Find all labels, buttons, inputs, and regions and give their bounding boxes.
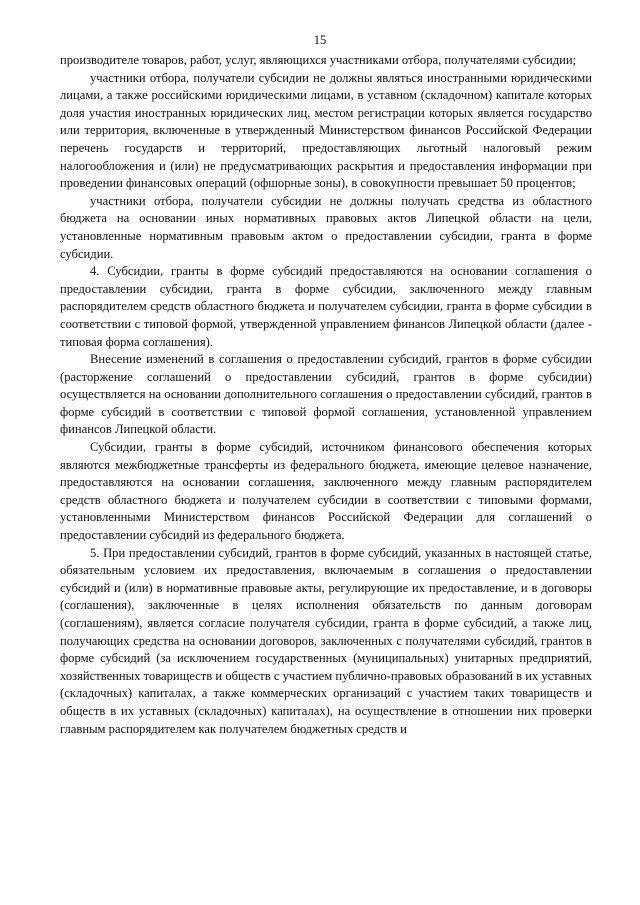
paragraph-other-acts: участники отбора, получатели субсидии не должны получать средства из областного бюджета на основании иных нормативных правовых актов Липецкой области на цели, установленные нормативным правовым актом о предоставлении субсидии, гранта в форме субсидии. [60,193,592,261]
paragraph-foreign-entities: участники отбора, получатели субсидии не должны являться иностранными юридическими лицами, а также российскими юридическими лицами, в уставном (складочном) капитале которых доля участия иностранных юридических лиц, местом регистрации которых является государство или территория, включенные в утвержденный Министерством финансов Российской Федерации перечень государств и территорий, предоставляющих льготный налоговый режим налогообложения и (или) не предусматривающих раскрытия и предоставления информации при проведении финансовых операций (офшорные зоны), в совокупности превышает 50 процентов; [60,70,592,191]
document-body [60,52,592,738]
page-number: 15 [313,33,327,47]
paragraph-item-5: 5. При предоставлении субсидий, грантов в форме субсидий, указанных в настоящей статье, обязательным условием их предоставления, включаемым в соглашения о предоставлении субсидий и (или) в нормативные правовые акты, регулирующие их предоставление, и в договоры (соглашения), заключенные в целях исполнения обязательств по данным договорам (соглашениям), является согласие получателя субсидии, гранта в форме субсидий, а также лиц, получающих средства на основании договоров, заключенных с получателями субсидий, грантов в форме субсидий (за исключением государственных (муниципальных) унитарных предприятий, хозяйственных товариществ и обществ с участием публично-правовых образований в их уставных (складочных) капиталах, а также коммерческих организаций с участием таких товариществ и обществ в их уставных (складочных) капиталах), на осуществление в отношении них проверки главным распорядителем как получателем бюджетных средств и [60,545,592,736]
paragraph-federal-transfers: Субсидии, гранты в форме субсидий, источником финансового обеспечения которых являются межбюджетные трансферты из федерального бюджета, имеющие целевое назначение, предоставляются на основании соглашения, заключенного между главным распорядителем средств областного бюджета и получателем субсидии в соответствии с типовыми формами, установленными Министерством финансов Российской Федерации для соглашений о предоставлении субсидий из федерального бюджета. [60,440,592,543]
paragraph-item-4: 4. Субсидии, гранты в форме субсидий предоставляются на основании соглашения о предоставлении субсидии, гранта в форме субсидии, заключенного между главным распорядителем средств областного бюджета и получателем субсидии, гранта в форме субсидии в соответствии с типовой формой, утвержденной управлением финансов Липецкой области (далее - типовая форма соглашения). [60,264,592,349]
paragraph-amendments: Внесение изменений в соглашения о предоставлении субсидий, грантов в форме субсидии (расторжение соглашений о предоставлении субсидий, грантов в форме субсидии) осуществляется на основании дополнительного соглашения о предоставлении субсидий, грантов в форме субсидий в соответствии с типовой формой соглашения, установленной управлением финансов Липецкой области. [60,352,592,437]
paragraph-continued: производителе товаров, работ, услуг, являющихся участниками отбора, получателями субсидии; [60,53,577,67]
